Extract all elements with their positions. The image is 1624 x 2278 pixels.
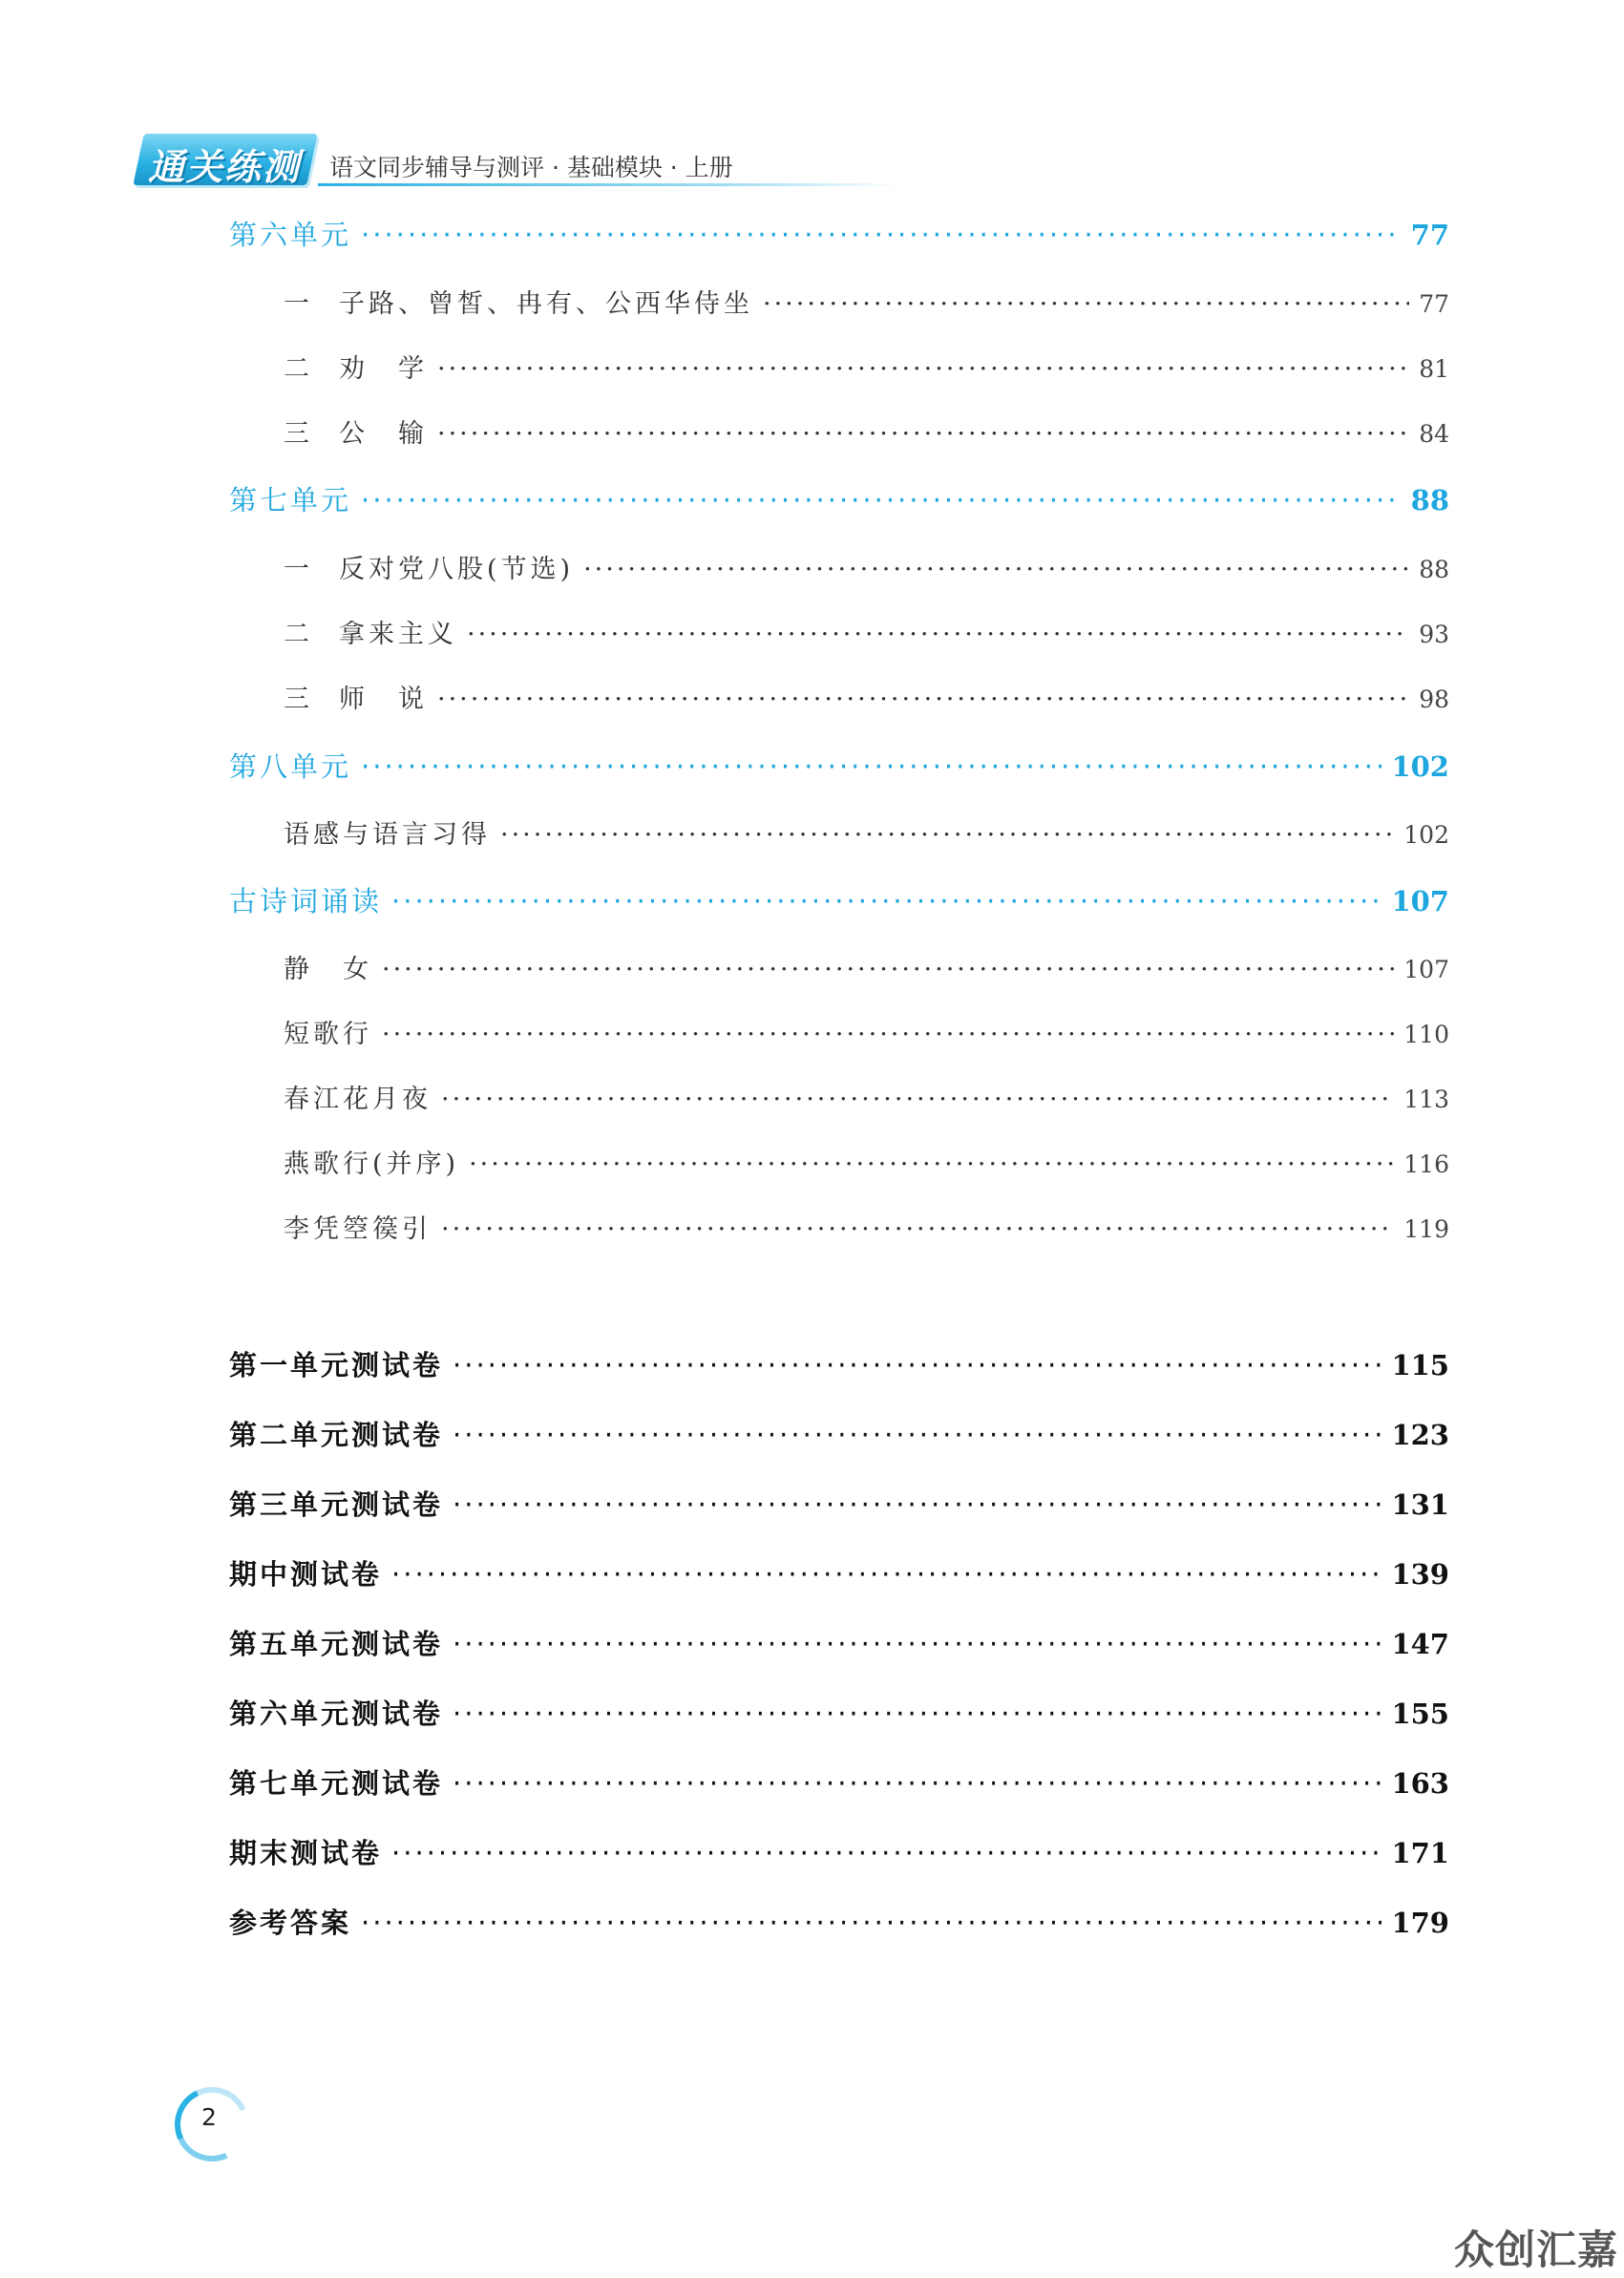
toc-leader-dots [361, 750, 1381, 783]
toc-leader-dots [361, 1907, 1381, 1939]
toc-unit[interactable] [229, 479, 1449, 518]
toc-test[interactable] [229, 1902, 1449, 1941]
toc-page-number: 88 [1419, 556, 1449, 583]
toc-leader-dots [453, 1767, 1381, 1800]
toc-test-label: 第一单元测试卷 [229, 1349, 444, 1382]
toc-lesson[interactable] [284, 678, 1449, 715]
toc-page-number: 102 [1403, 821, 1449, 849]
toc-leader-dots [453, 1628, 1381, 1660]
page-number-badge [175, 2087, 243, 2156]
toc-page-number: 102 [1391, 750, 1449, 783]
toc-page-number: 93 [1419, 621, 1449, 648]
toc-lesson[interactable] [284, 1208, 1449, 1245]
toc-unit[interactable] [229, 880, 1449, 919]
toc-page-number: 139 [1391, 1558, 1449, 1591]
toc-leader-dots [453, 1488, 1381, 1521]
toc-leader-dots [382, 955, 1394, 984]
toc-test-label: 第三单元测试卷 [229, 1488, 444, 1521]
toc-unit-label: 古诗词诵读 [229, 885, 383, 918]
toc-test[interactable] [229, 1623, 1449, 1662]
toc-page-number: 88 [1410, 484, 1449, 517]
header-underline [318, 183, 900, 186]
toc-test[interactable] [229, 1693, 1449, 1732]
toc-test[interactable] [229, 1553, 1449, 1592]
toc-leader-dots [583, 555, 1409, 584]
toc-lesson-number: 三 [284, 685, 313, 714]
book-subtitle: 语文同步辅导与测评 · 基础模块 · 上册 [329, 154, 733, 181]
toc-lesson-number: 一 [284, 289, 313, 319]
toc-leader-dots [441, 1085, 1394, 1114]
toc-leader-dots [437, 354, 1409, 384]
toc-lesson-title: 子路、曾皙、冉有、公西华侍坐 [339, 289, 753, 319]
toc-leader-dots [361, 219, 1402, 251]
toc-page-number: 171 [1391, 1837, 1449, 1869]
toc-page-number: 84 [1419, 420, 1449, 448]
series-logo-text: 通关练测 [148, 146, 302, 188]
toc-page-number: 131 [1391, 1488, 1449, 1521]
toc-leader-dots [437, 685, 1409, 714]
toc-leader-dots [453, 1698, 1381, 1730]
toc-unit-label: 第八单元 [229, 750, 352, 783]
toc-lesson-title: 燕歌行(并序) [284, 1150, 460, 1179]
toc-lesson[interactable] [284, 613, 1449, 650]
toc-test-label: 第二单元测试卷 [229, 1419, 444, 1451]
toc-lesson[interactable] [284, 548, 1449, 585]
toc-page-number: 107 [1391, 885, 1449, 918]
toc-unit-label: 第六单元 [229, 219, 352, 251]
page-header [138, 132, 759, 191]
toc-test-label: 期末测试卷 [229, 1837, 383, 1869]
toc-test-label: 期中测试卷 [229, 1558, 383, 1591]
toc-lesson[interactable] [284, 1143, 1449, 1180]
toc-page-number: 77 [1410, 219, 1449, 251]
toc-page-number: 116 [1403, 1150, 1449, 1178]
toc-leader-dots [500, 820, 1394, 850]
toc-lesson[interactable] [284, 813, 1449, 851]
toc-leader-dots [453, 1349, 1381, 1382]
toc-lesson-title: 公 输 [339, 419, 428, 449]
toc-leader-dots [467, 620, 1409, 649]
toc-page-number: 77 [1419, 290, 1449, 318]
toc-page-number: 119 [1403, 1215, 1449, 1243]
toc-leader-dots [361, 484, 1402, 517]
toc-leader-dots [763, 289, 1409, 319]
toc-lesson-title: 李凭箜篌引 [284, 1214, 432, 1244]
toc-lesson-number: 三 [284, 419, 313, 449]
toc-test[interactable] [229, 1832, 1449, 1871]
toc-lesson-title: 静 女 [284, 955, 372, 984]
toc-unit-label: 第七单元 [229, 484, 352, 517]
toc-lesson-title: 师 说 [339, 685, 428, 714]
toc-lesson[interactable] [284, 1078, 1449, 1115]
toc-lesson-title: 拿来主义 [339, 620, 457, 649]
toc-lesson-number: 二 [284, 620, 313, 649]
toc-page-number: 98 [1419, 686, 1449, 713]
toc-test-label: 第六单元测试卷 [229, 1698, 444, 1730]
toc-page-number: 163 [1391, 1767, 1449, 1800]
toc-page-number: 147 [1391, 1628, 1449, 1660]
page-number: 2 [201, 2103, 217, 2131]
toc-test-label: 第七单元测试卷 [229, 1767, 444, 1800]
toc-lesson[interactable] [284, 348, 1449, 385]
toc-lesson-title: 劝 学 [339, 354, 428, 384]
toc-lesson[interactable] [284, 948, 1449, 985]
toc-leader-dots [382, 1020, 1394, 1049]
toc-test[interactable] [229, 1414, 1449, 1453]
toc-lesson-title: 春江花月夜 [284, 1085, 432, 1114]
watermark-text: 众创汇嘉 [1453, 2226, 1618, 2273]
toc-leader-dots [437, 419, 1409, 449]
toc-lesson-title: 语感与语言习得 [284, 820, 491, 850]
toc-page-number: 123 [1391, 1419, 1449, 1451]
toc-page-number: 81 [1419, 355, 1449, 383]
toc-unit[interactable] [229, 746, 1449, 785]
toc-unit[interactable] [229, 214, 1449, 253]
toc-leader-dots [469, 1150, 1394, 1179]
toc-leader-dots [391, 885, 1381, 918]
toc-lesson-title: 短歌行 [284, 1020, 372, 1049]
toc-lesson[interactable] [284, 412, 1449, 450]
toc-test-label: 第五单元测试卷 [229, 1628, 444, 1660]
toc-page-number: 110 [1403, 1021, 1449, 1048]
toc-page-number: 179 [1391, 1907, 1449, 1939]
toc-page-number: 107 [1403, 956, 1449, 983]
toc-page-number: 115 [1391, 1349, 1449, 1382]
toc-lesson[interactable] [284, 283, 1449, 320]
toc-lesson-number: 二 [284, 354, 313, 384]
toc-lesson-title: 反对党八股(节选) [339, 555, 575, 584]
toc-leader-dots [453, 1419, 1381, 1451]
toc-test[interactable] [229, 1344, 1449, 1383]
toc-leader-dots [441, 1214, 1394, 1244]
toc-leader-dots [391, 1558, 1381, 1591]
toc-lesson-number: 一 [284, 555, 313, 584]
toc-test-label: 参考答案 [229, 1907, 352, 1939]
toc-test[interactable] [229, 1484, 1449, 1523]
toc-page-number: 113 [1403, 1086, 1449, 1113]
toc-leader-dots [391, 1837, 1381, 1869]
toc-page-number: 155 [1391, 1698, 1449, 1730]
toc-test[interactable] [229, 1762, 1449, 1802]
toc-lesson[interactable] [284, 1013, 1449, 1050]
